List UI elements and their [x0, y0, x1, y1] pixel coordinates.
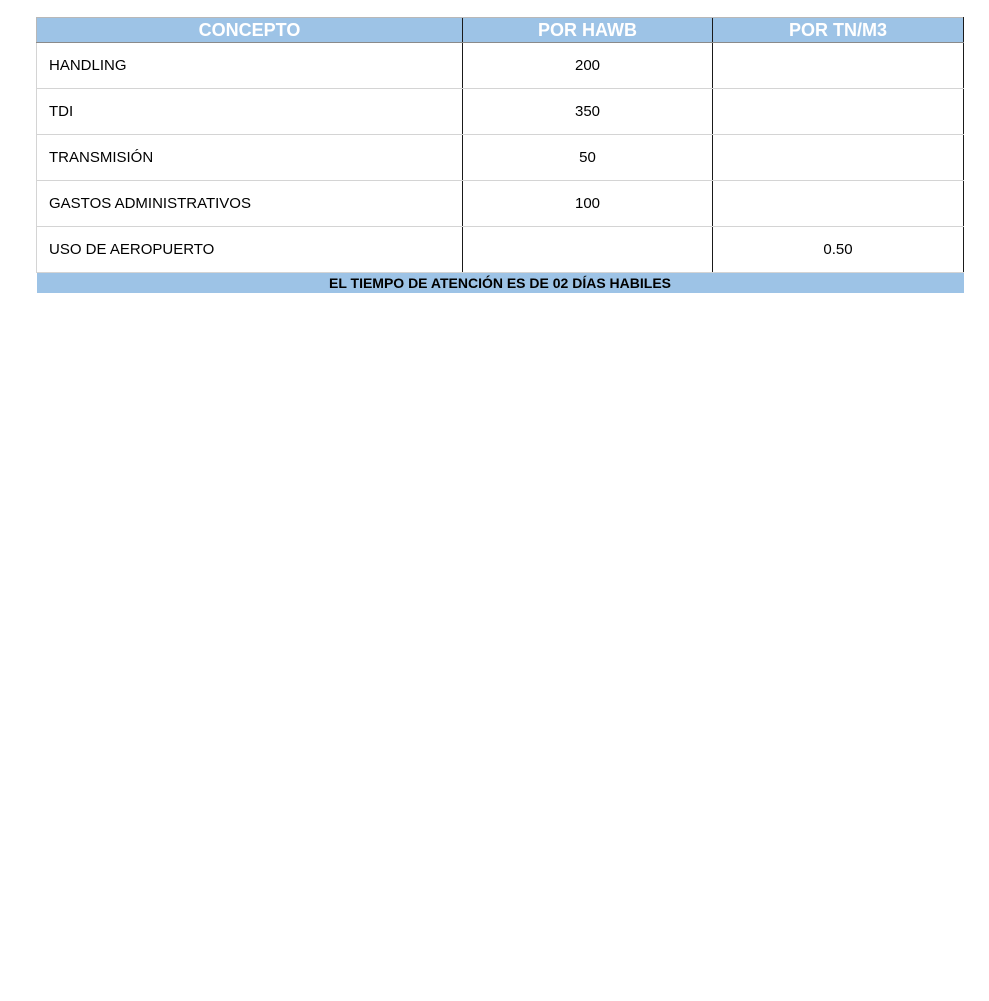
footer-row	[37, 273, 964, 294]
table-row	[37, 135, 964, 181]
concepto-cell: TRANSMISIÓN	[37, 135, 463, 181]
por-hawb-cell: 100	[463, 181, 713, 227]
por-tn-m3-cell	[713, 135, 964, 181]
header-row	[37, 18, 964, 43]
por-tn-m3-cell	[713, 43, 964, 89]
table-body	[37, 43, 964, 273]
table-header	[37, 18, 964, 43]
por-tn-m3-cell	[713, 89, 964, 135]
concepto-cell: TDI	[37, 89, 463, 135]
concepto-cell: USO DE AEROPUERTO	[37, 227, 463, 273]
table-row	[37, 43, 964, 89]
por-hawb-cell: 350	[463, 89, 713, 135]
table-row	[37, 181, 964, 227]
por-hawb-cell: 50	[463, 135, 713, 181]
tariff-table	[36, 17, 964, 293]
por-hawb-cell: 200	[463, 43, 713, 89]
por-tn-m3-cell: 0.50	[713, 227, 964, 273]
por-hawb-cell	[463, 227, 713, 273]
header-concepto: CONCEPTO	[37, 18, 463, 43]
concepto-cell: GASTOS ADMINISTRATIVOS	[37, 181, 463, 227]
header-por-tn-m3: POR TN/M3	[713, 18, 964, 43]
por-tn-m3-cell	[713, 181, 964, 227]
table-row	[37, 227, 964, 273]
concepto-cell: HANDLING	[37, 43, 463, 89]
attention-time-note: EL TIEMPO DE ATENCIÓN ES DE 02 DÍAS HABILES	[37, 273, 964, 294]
table-row	[37, 89, 964, 135]
header-por-hawb: POR HAWB	[463, 18, 713, 43]
table-footer	[37, 273, 964, 294]
